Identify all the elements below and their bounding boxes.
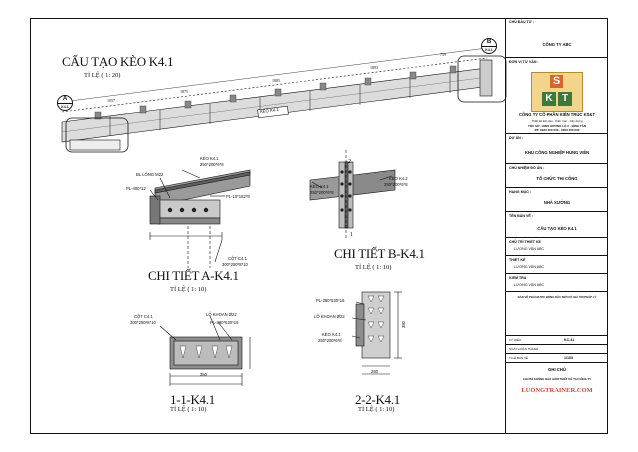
tb-investor-value: CÔNG TY ABC (542, 42, 572, 47)
tb-date-label: NGÀY HOÀN THÀNH (509, 347, 539, 351)
tb-item (506, 188, 608, 212)
svg-text:1885: 1885 (272, 78, 280, 83)
section-22-title: 2-2-K4.1 (355, 392, 400, 407)
tb-role-1-label: CHỦ TRÌ THIẾT KẾ (509, 240, 541, 244)
tb-project-label: DỰ ÁN : (509, 136, 523, 140)
svg-text:1875: 1875 (180, 89, 188, 94)
callout-lo-khoan-22: LỖ KHOAN Ø22 (314, 314, 345, 319)
bubble-b-sheet: K4.1 (485, 48, 493, 52)
detail-a-drawing (150, 170, 250, 268)
tb-scale-label: TỈ LỆ BẢN VẼ (509, 356, 529, 360)
tb-project-value: KHU CÔNG NGHIỆP HUNG VIỄN (524, 150, 590, 155)
tb-investor-label: CHỦ ĐẦU TƯ : (509, 20, 534, 24)
tb-sheet-no-label: KÝ HIỆU (509, 338, 522, 342)
tb-sheet-no (506, 336, 608, 345)
tb-project (506, 134, 608, 164)
callout-pl-right: PL-10*182*8 (226, 194, 250, 199)
svg-text:1: 1 (350, 232, 353, 238)
callout-keo-a: KÈO K4.1 (200, 156, 219, 161)
tb-designer-label: ĐƠN VỊ TƯ VẤN : (509, 60, 539, 64)
svg-text:1057: 1057 (107, 98, 115, 103)
tb-website[interactable]: LUONGTRAINER.COM (521, 387, 593, 394)
tb-drawing-name (506, 212, 608, 238)
callout-bulong: BL LỖNG M22 (136, 172, 164, 177)
svg-text:1893: 1893 (370, 65, 378, 70)
callout-keo-b2-size: 250*200*6*8 (384, 182, 408, 187)
tb-company: CÔNG TY CỔ PHẦN KIẾN TRÚC KS&T (519, 112, 595, 117)
tb-role-2-label: THIẾT KẾ (509, 258, 526, 262)
bubble-a-sheet: K4.1 (61, 105, 69, 109)
bubble-b-letter: B (482, 39, 496, 47)
logo-s-icon: S (550, 75, 563, 88)
tb-role-2 (506, 256, 608, 274)
tb-role-2-name: LƯƠNG VĂN ABC (514, 265, 545, 269)
main-view-title: CẤU TẠO KÈO K4.1 (62, 54, 174, 69)
callout-pl-22: PL-380*530*16 (316, 298, 345, 303)
tb-stamp-note: BẢN VẼ PHẢI ĐƯỢC ĐÓNG DẤU MỚI CÓ GIÁ TRỊ PHÁP LÝ (517, 295, 597, 299)
callout-cot-a: CỘT C4.1 (228, 256, 247, 261)
tb-drawing-value: CẤU TẠO KÈO K4.1 (537, 226, 577, 231)
tb-sheet-no-value: KC-41 (564, 338, 575, 342)
detail-a-scale: TỈ LỆ ( 1: 10) (170, 286, 207, 293)
callout-lo-khoan: LỖ KHOAN Ø22 (206, 312, 237, 317)
detail-b-scale: TỈ LỆ ( 1: 10) (355, 264, 392, 271)
tb-notes (506, 363, 608, 434)
callout-keo-b2: KÈO K4.2 (389, 176, 408, 181)
tb-date (506, 345, 608, 354)
callout-cot-11-size: 300*250*8*10 (130, 320, 156, 325)
svg-text:759: 759 (440, 52, 446, 57)
callout-keo-a-size: 250*200*6*8 (200, 162, 224, 167)
rafter-tag: KÈO K4.1 (259, 106, 279, 115)
section-11-title: 1-1-K4.1 (170, 392, 215, 407)
main-view-scale: TỈ LỆ ( 1: 20) (84, 72, 121, 79)
company-logo (531, 72, 583, 112)
section-bubble-b[interactable] (481, 38, 497, 54)
dim-width-22: 260 (371, 369, 378, 374)
tb-builder-label: CHỦ NHIỆM ĐỒ ÁN : (509, 166, 545, 170)
callout-pl-11: PL-380*530*16 (210, 320, 239, 325)
callout-keo-22: KÈO K4.1 (322, 332, 341, 337)
tb-company-phone: ĐT: 0933 000 000 - 0909 000 000 (534, 128, 580, 132)
tb-item-label: HẠNG MỤC : (509, 190, 531, 194)
callout-keo-b1-size: 250*200*6*8 (310, 190, 334, 195)
section-bubble-a[interactable] (57, 95, 73, 111)
bubble-a-letter: A (58, 96, 72, 104)
detail-a-title: CHI TIẾT A-K4.1 (148, 268, 239, 283)
tb-company-address: TRỤ SỞ: 188/8 HƯƠNG LỘ 2 - BÌNH TÂN (528, 124, 586, 128)
tb-builder-value: TỔ CHỨC THI CÔNG (536, 176, 578, 181)
tb-role-1-name: LƯƠNG VĂN ABC (514, 247, 545, 251)
section-22-scale: TỈ LỆ ( 1: 10) (358, 406, 395, 413)
tb-stamp (506, 292, 608, 336)
tb-role-3-label: KIỂM TRA (509, 276, 527, 280)
tb-notes-text: CHI PHÍ KHÔNG BAO GỒM THIẾT KẾ TẠI CÔNG TY (522, 377, 592, 381)
tb-scale (506, 354, 608, 363)
svg-text:2: 2 (348, 159, 351, 165)
tb-investor (506, 18, 608, 58)
tb-role-3 (506, 274, 608, 292)
logo-t-icon: T (558, 92, 572, 106)
section-22-drawing (352, 292, 402, 374)
callout-keo-22-size: 250*200*6*8 (318, 338, 342, 343)
detail-b-title: CHI TIẾT B-K4.1 (334, 246, 425, 261)
dim-total-11: 350 (200, 372, 207, 377)
tb-builder (506, 164, 608, 188)
logo-k-icon: K (542, 92, 556, 106)
dim-total-22: 380 (401, 321, 406, 328)
callout-keo-b1: KÈO K4.1 (310, 184, 329, 189)
tb-notes-label: GHI CHÚ (548, 367, 566, 372)
tb-company-sub: Thiết kế kết cấu - Kiến trúc - Xây dựng (531, 119, 583, 123)
section-11-scale: TỈ LỆ ( 1: 10) (170, 406, 207, 413)
tb-item-value: NHÀ XƯỞNG (543, 200, 571, 205)
tb-drawing-label: TÊN BẢN VẼ : (509, 214, 533, 218)
tb-role-3-name: LƯƠNG VĂN ABC (514, 283, 545, 287)
tb-role-1 (506, 238, 608, 256)
callout-cot-a-size: 300*250*8*10 (222, 262, 248, 267)
callout-cot-11: CỘT C4.1 (134, 314, 153, 319)
callout-pl-left: PL-400*12 (126, 186, 146, 191)
tb-scale-value: 1/100 (564, 356, 573, 360)
